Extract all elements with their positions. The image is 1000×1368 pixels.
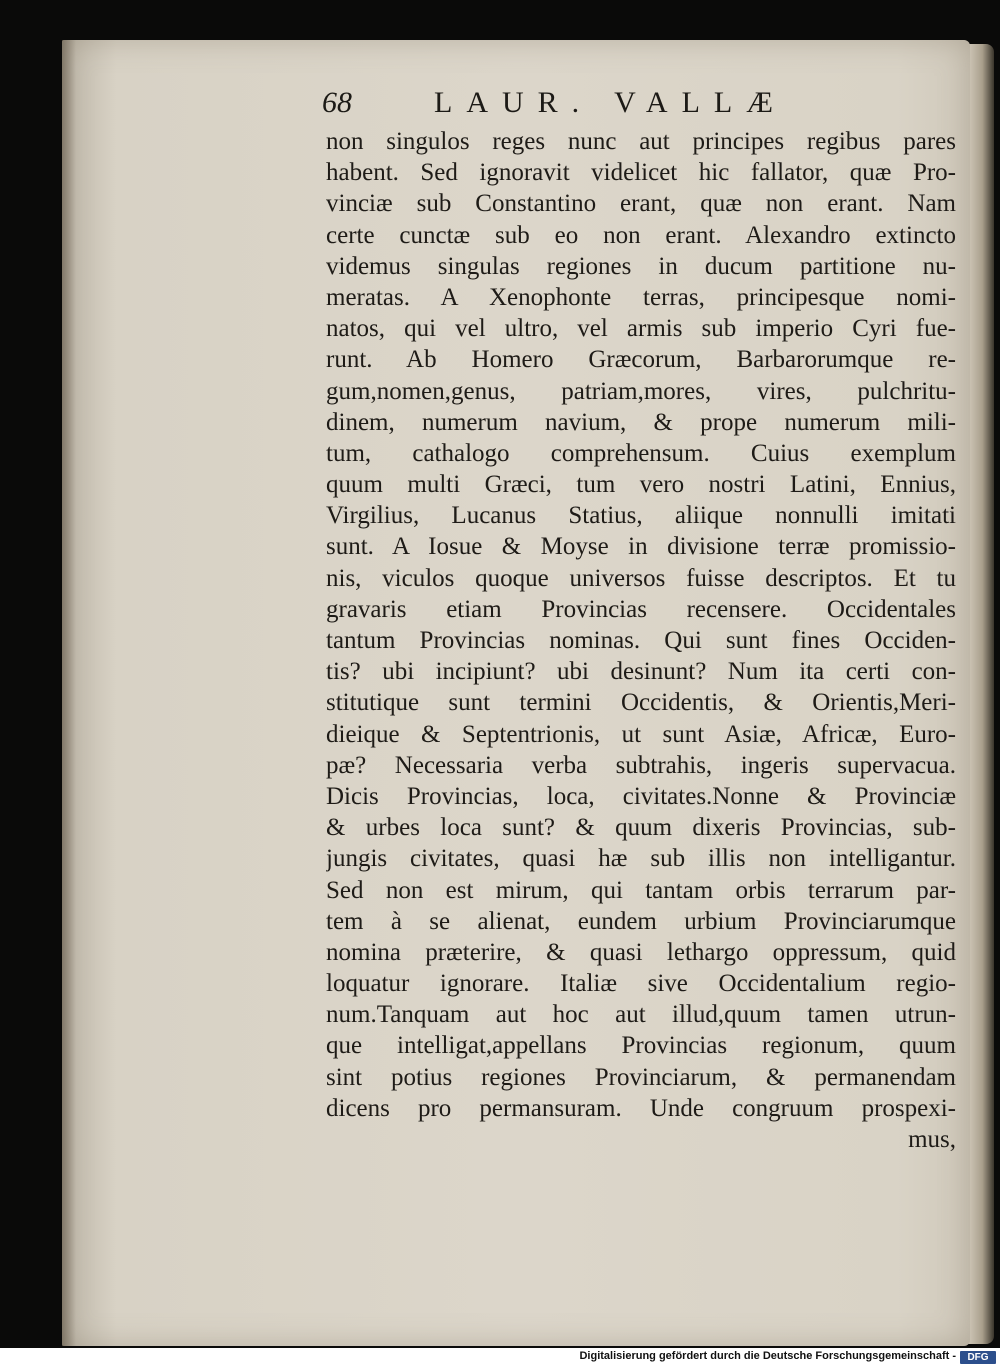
text-line: natos, qui vel ultro, vel armis sub imperio Cyri fue- bbox=[326, 315, 956, 343]
running-head: LAUR. VALLÆ bbox=[434, 86, 787, 119]
text-line: nis, viculos quoque universos fuisse descriptos. Et tu bbox=[326, 564, 956, 592]
text-line: vinciæ sub Constantino erant, quæ non erant. Nam bbox=[326, 190, 956, 218]
footer-bar bbox=[0, 1348, 1000, 1368]
text-line: tum, cathalogo comprehensum. Cuius exemplum bbox=[326, 439, 956, 467]
dfg-logo: DFG bbox=[960, 1351, 996, 1364]
text-line: sint potius regiones Provinciarum, & permanendam bbox=[326, 1063, 956, 1091]
text-line: tantum Provincias nominas. Qui sunt fines Occiden- bbox=[326, 627, 956, 654]
text-line: tem à se alienat, eundem urbium Provinciarumque bbox=[326, 907, 956, 935]
body-text bbox=[326, 126, 956, 1155]
gutter-shadow bbox=[62, 40, 76, 1346]
text-line: mus, bbox=[908, 1126, 956, 1153]
text-line: stitutique sunt termini Occidentis, & Orientis,Meri- bbox=[326, 689, 956, 717]
text-line: certe cunctæ sub eo non erant. Alexandro extincto bbox=[326, 221, 956, 249]
text-line: videmus singulas regiones in ducum partitione nu- bbox=[326, 252, 956, 280]
text-line: jungis civitates, quasi hæ sub illis non intelligantur. bbox=[326, 845, 956, 873]
text-line: que intelligat,appellans Provincias regionum, quum bbox=[326, 1032, 956, 1060]
text-line: dicens pro permansuram. Unde congruum prospexi- bbox=[326, 1094, 956, 1122]
page-number: 68 bbox=[322, 86, 352, 119]
text-line: dieique & Septentrionis, ut sunt Asiæ, Africæ, Euro- bbox=[326, 720, 956, 748]
text-line: tis? ubi incipiunt? ubi desinunt? Num ita certi con- bbox=[326, 658, 956, 686]
text-line: non singulos reges nunc aut principes regibus pares bbox=[326, 128, 956, 155]
text-line: quum multi Græci, tum vero nostri Latini, Ennius, bbox=[326, 471, 956, 499]
text-line: sunt. A Iosue & Moyse in divisione terræ promissio- bbox=[326, 533, 956, 561]
text-line: & urbes loca sunt? & quum dixeris Provincias, sub- bbox=[326, 814, 956, 842]
text-line: nomina præterire, & quasi lethargo oppressum, quid bbox=[326, 938, 956, 966]
text-line: num.Tanquam aut hoc aut illud,quum tamen utrun- bbox=[326, 1001, 956, 1029]
text-line: Sed non est mirum, qui tantam orbis terrarum par- bbox=[326, 876, 956, 904]
text-line: runt. Ab Homero Græcorum, Barbarorumque re- bbox=[326, 346, 956, 374]
page-stack-edge bbox=[968, 44, 994, 1344]
funding-notice: Digitalisierung gefördert durch die Deutsche Forschungsgemeinschaft - bbox=[579, 1350, 956, 1362]
text-line: meratas. A Xenophonte terras, principesque nomi- bbox=[326, 283, 956, 311]
text-line: habent. Sed ignoravit videlicet hic fallator, quæ Pro- bbox=[326, 159, 956, 187]
text-line: gravaris etiam Provincias recensere. Occidentales bbox=[326, 595, 956, 623]
text-line: loquatur ignorare. Italiæ sive Occidentalium regio- bbox=[326, 970, 956, 998]
text-line: Virgilius, Lucanus Statius, aliique nonnulli imitati bbox=[326, 502, 956, 530]
page-header bbox=[322, 86, 952, 126]
text-line: gum,nomen,genus, patriam,mores, vires, pulchritu- bbox=[326, 377, 956, 405]
text-line: dinem, numerum navium, & prope numerum mili- bbox=[326, 408, 956, 436]
text-line: Dicis Provincias, loca, civitates.Nonne & Provinciæ bbox=[326, 782, 956, 810]
text-line: pæ? Necessaria verba subtrahis, ingeris supervacua. bbox=[326, 751, 956, 779]
